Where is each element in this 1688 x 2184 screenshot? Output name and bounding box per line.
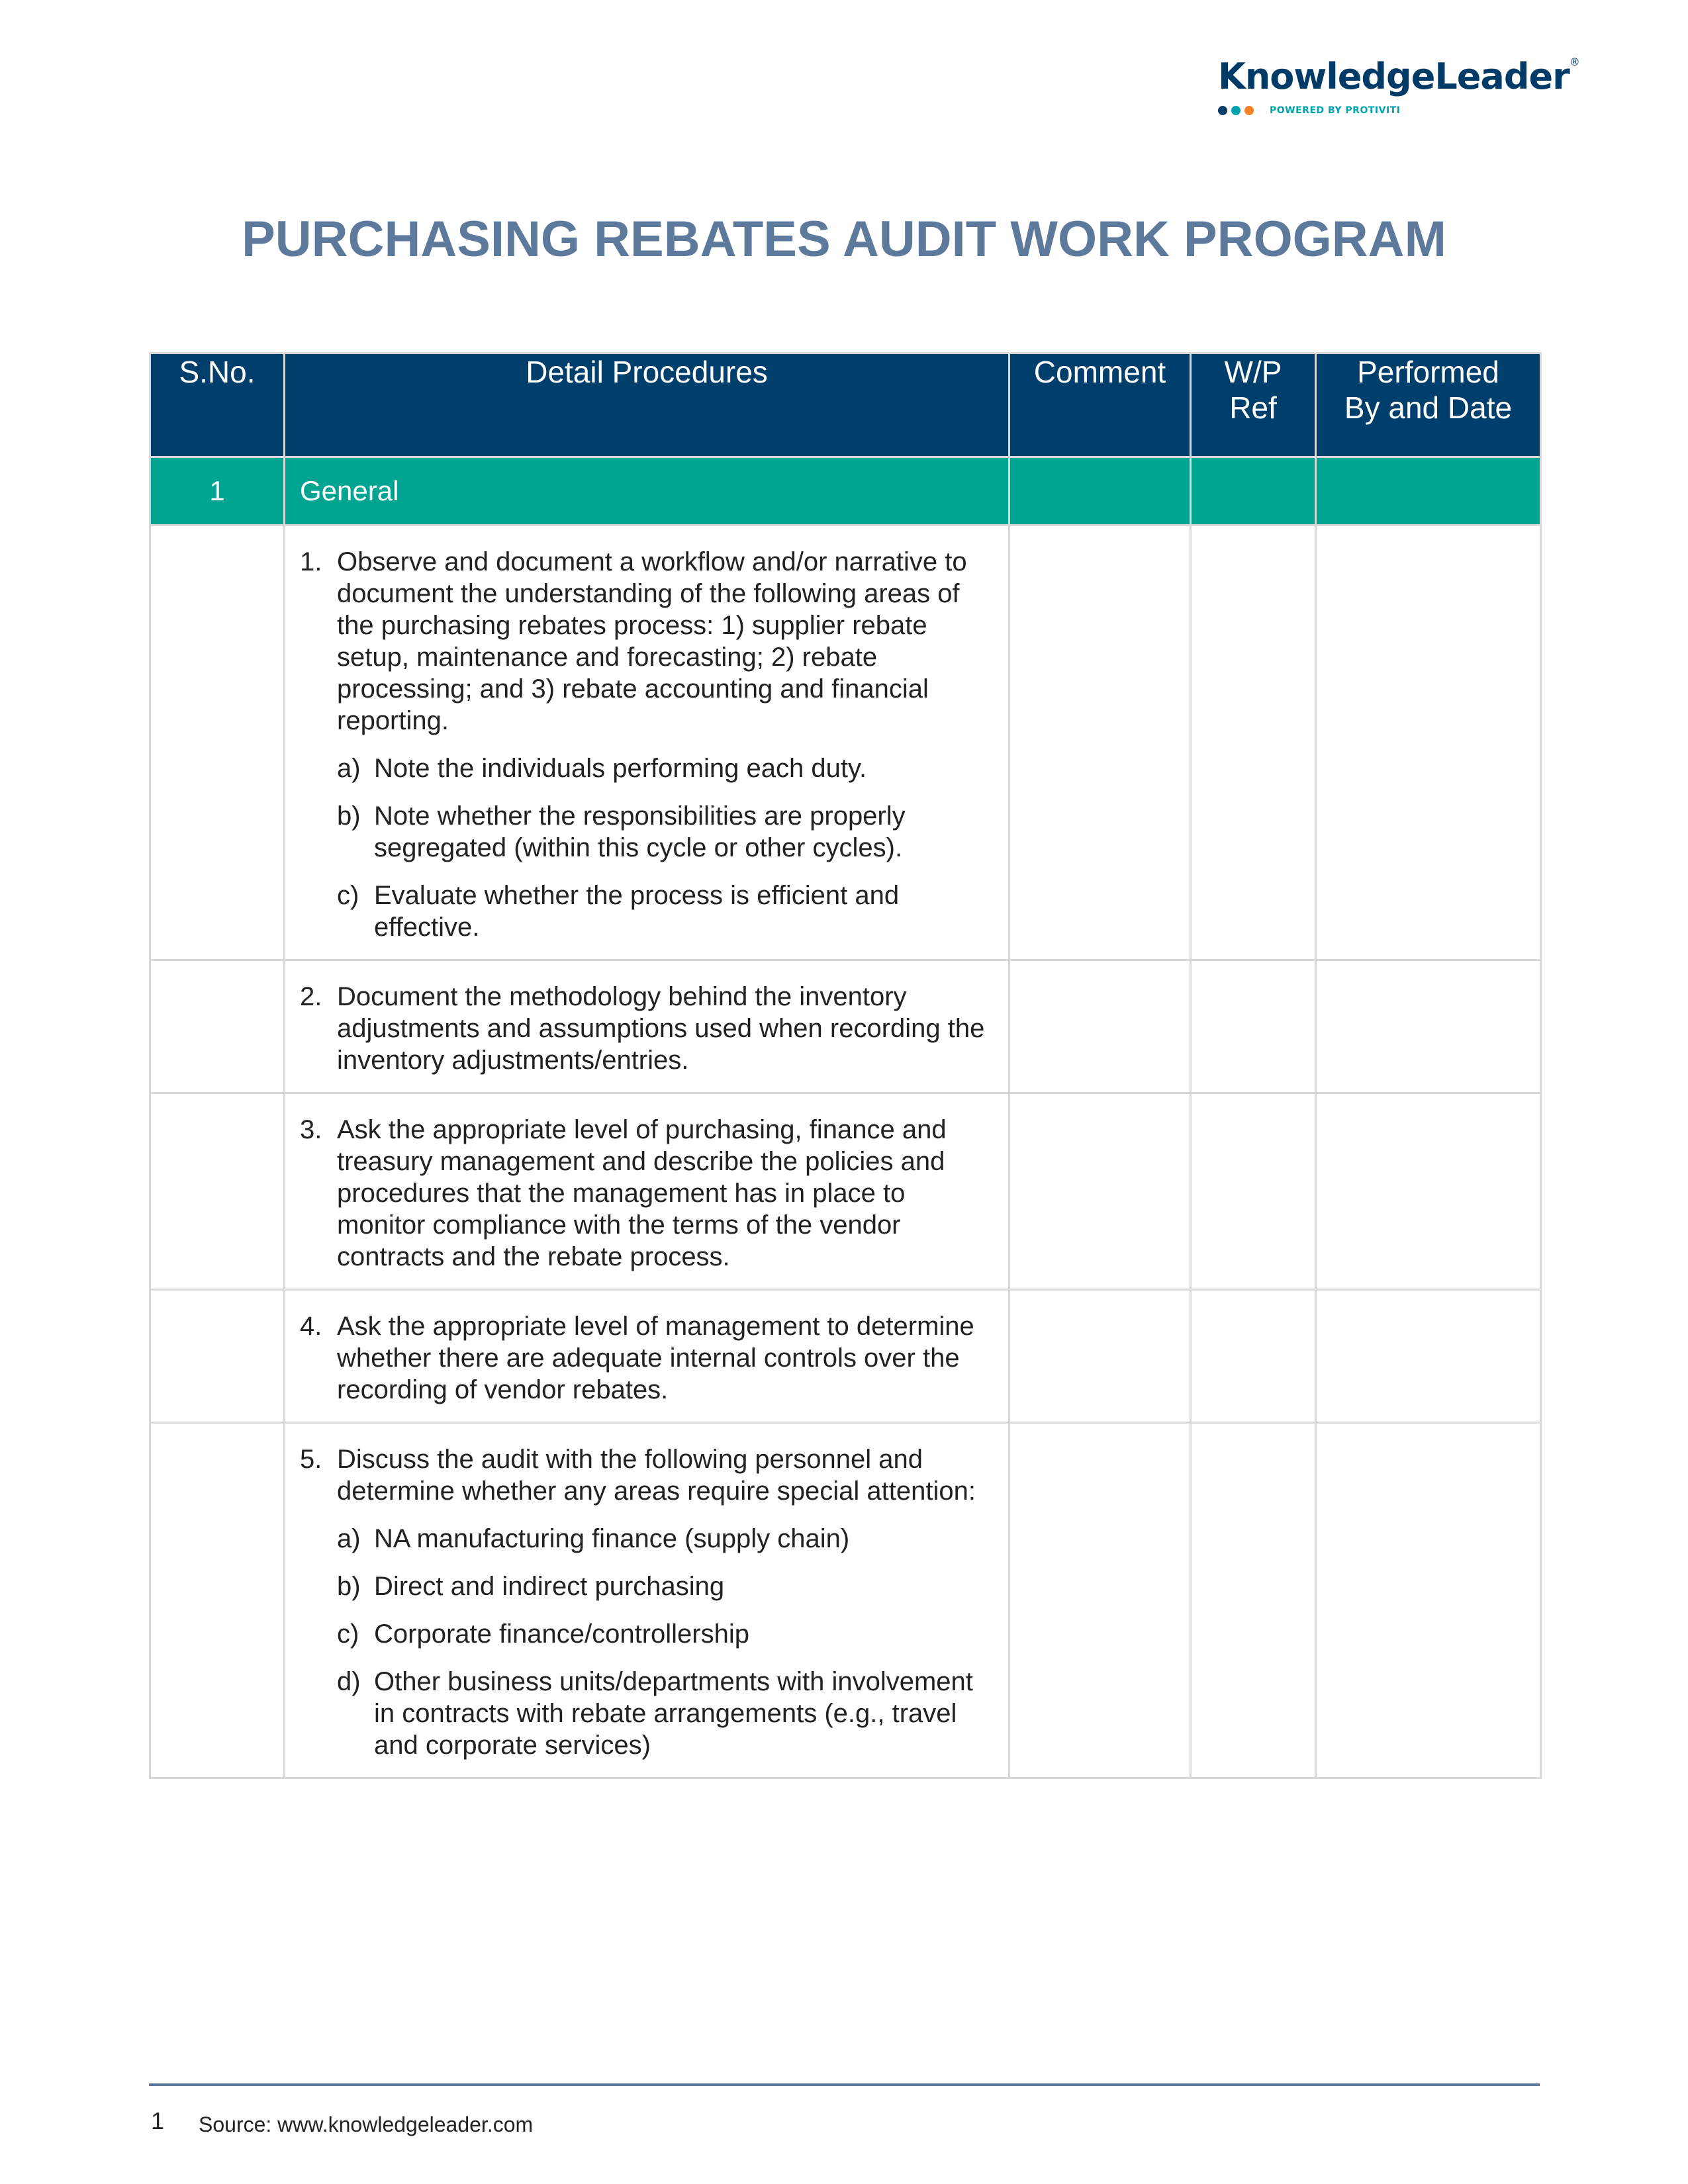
procedure-number: 3. (300, 1115, 322, 1144)
registered-mark: ® (1569, 56, 1579, 68)
sub-procedure-text: Corporate finance/controllership (374, 1619, 749, 1649)
section-performed-cell (1316, 457, 1541, 525)
section-row-general (150, 457, 1541, 525)
sub-procedure-item (337, 752, 995, 784)
sub-procedure-text: NA manufacturing finance (supply chain) (374, 1524, 850, 1553)
procedure-item (300, 981, 995, 1076)
logo-dot-navy-icon (1218, 106, 1227, 115)
logo-wordmark: KnowledgeLeader® (1218, 56, 1579, 97)
wp-ref-cell[interactable] (1191, 1423, 1316, 1778)
document-title: PURCHASING REBATES AUDIT WORK PROGRAM (242, 211, 1446, 267)
header-wp-ref: W/P Ref (1191, 353, 1316, 457)
section-comment-cell (1009, 457, 1191, 525)
header-sno: S.No. (150, 353, 285, 457)
table-header-row (150, 353, 1541, 457)
comment-cell[interactable] (1009, 525, 1191, 960)
logo-tagline-row (1218, 105, 1542, 116)
performed-by-date-cell[interactable] (1316, 1093, 1541, 1290)
sub-procedure-item (337, 1618, 995, 1650)
procedure-text: Ask the appropriate level of purchasing, finance and treasury management and describe the policies and procedures that the management has in place to monitor compliance with the terms of the vendor contracts and the rebate process. (337, 1115, 947, 1271)
wp-ref-cell[interactable] (1191, 1093, 1316, 1290)
sno-cell (150, 1093, 285, 1290)
procedure-item (300, 1310, 995, 1406)
procedure-text: Ask the appropriate level of management to determine whether there are adequate internal controls over the recording of vendor rebates. (337, 1312, 974, 1404)
comment-cell[interactable] (1009, 1423, 1191, 1778)
header-comment: Comment (1009, 353, 1191, 457)
sub-procedure-item (337, 1666, 995, 1761)
procedure-item (300, 546, 995, 737)
procedure-text: Discuss the audit with the following personnel and determine whether any areas require special attention: (337, 1445, 976, 1506)
section-number: 1 (150, 457, 285, 525)
detail-procedure-cell (285, 525, 1009, 960)
table-row (150, 1093, 1541, 1290)
performed-by-date-cell[interactable] (1316, 1423, 1541, 1778)
audit-program-table (149, 352, 1542, 1779)
procedure-text: Observe and document a workflow and/or narrative to document the understanding of the following areas of the purchasing rebates process: 1) supplier rebate setup, maintenance and forecasting; 2) rebate processing; and 3) rebate accounting and financial reporting. (337, 547, 967, 735)
sub-procedure-letter: b) (337, 801, 361, 831)
comment-cell[interactable] (1009, 1290, 1191, 1423)
table-row (150, 960, 1541, 1093)
detail-procedure-cell (285, 1423, 1009, 1778)
logo-dot-orange-icon (1244, 106, 1254, 115)
sub-procedure-text: Note the individuals performing each duty. (374, 754, 867, 783)
procedure-number: 4. (300, 1312, 322, 1341)
table-row (150, 1423, 1541, 1778)
procedure-number: 5. (300, 1445, 322, 1474)
section-wp-ref-cell (1191, 457, 1316, 525)
wp-ref-cell[interactable] (1191, 525, 1316, 960)
performed-by-date-cell[interactable] (1316, 960, 1541, 1093)
section-title: General (285, 457, 1009, 525)
table-row (150, 1290, 1541, 1423)
page-number: 1 (151, 2107, 165, 2134)
sub-procedure-letter: d) (337, 1667, 361, 1696)
sub-procedure-letter: c) (337, 881, 359, 910)
sub-procedure-text: Evaluate whether the process is efficient and effective. (374, 881, 900, 942)
sub-procedure-letter: a) (337, 754, 361, 783)
wp-ref-cell[interactable] (1191, 960, 1316, 1093)
sub-procedure-item (337, 1523, 995, 1555)
sno-cell (150, 1290, 285, 1423)
sub-procedure-text: Other business units/departments with involvement in contracts with rebate arrangements (e.g., travel and corporate services) (374, 1667, 973, 1760)
sno-cell (150, 960, 285, 1093)
procedure-item (300, 1443, 995, 1507)
performed-by-date-cell[interactable] (1316, 525, 1541, 960)
procedure-number: 2. (300, 982, 322, 1011)
header-performed-by-and-date: Performed By and Date (1316, 353, 1541, 457)
comment-cell[interactable] (1009, 1093, 1191, 1290)
performed-by-date-cell[interactable] (1316, 1290, 1541, 1423)
wp-ref-cell[interactable] (1191, 1290, 1316, 1423)
sub-procedure-item (337, 800, 995, 864)
knowledgeleader-logo (1218, 56, 1579, 116)
detail-procedure-cell (285, 1290, 1009, 1423)
procedure-text: Document the methodology behind the inventory adjustments and assumptions used when recording the inventory adjustments/entries. (337, 982, 985, 1075)
sno-cell (150, 525, 285, 960)
sub-procedure-letter: b) (337, 1572, 361, 1601)
procedure-number: 1. (300, 547, 322, 576)
footer-divider (149, 2083, 1540, 2086)
detail-procedure-cell (285, 960, 1009, 1093)
table-row (150, 525, 1541, 960)
logo-dot-teal-icon (1231, 106, 1241, 115)
sub-procedure-item (337, 880, 995, 943)
header-detail-procedures: Detail Procedures (285, 353, 1009, 457)
sub-procedure-text: Note whether the responsibilities are properly segregated (within this cycle or other cycles). (374, 801, 906, 862)
detail-procedure-cell (285, 1093, 1009, 1290)
sub-procedure-letter: a) (337, 1524, 361, 1553)
sub-procedure-letter: c) (337, 1619, 359, 1649)
comment-cell[interactable] (1009, 960, 1191, 1093)
sno-cell (150, 1423, 285, 1778)
source-line: Source: www.knowledgeleader.com (199, 2113, 534, 2136)
logo-tagline: POWERED BY PROTIVITI (1270, 105, 1401, 116)
sub-procedure-text: Direct and indirect purchasing (374, 1572, 725, 1601)
procedure-item (300, 1114, 995, 1273)
sub-procedure-item (337, 1570, 995, 1602)
